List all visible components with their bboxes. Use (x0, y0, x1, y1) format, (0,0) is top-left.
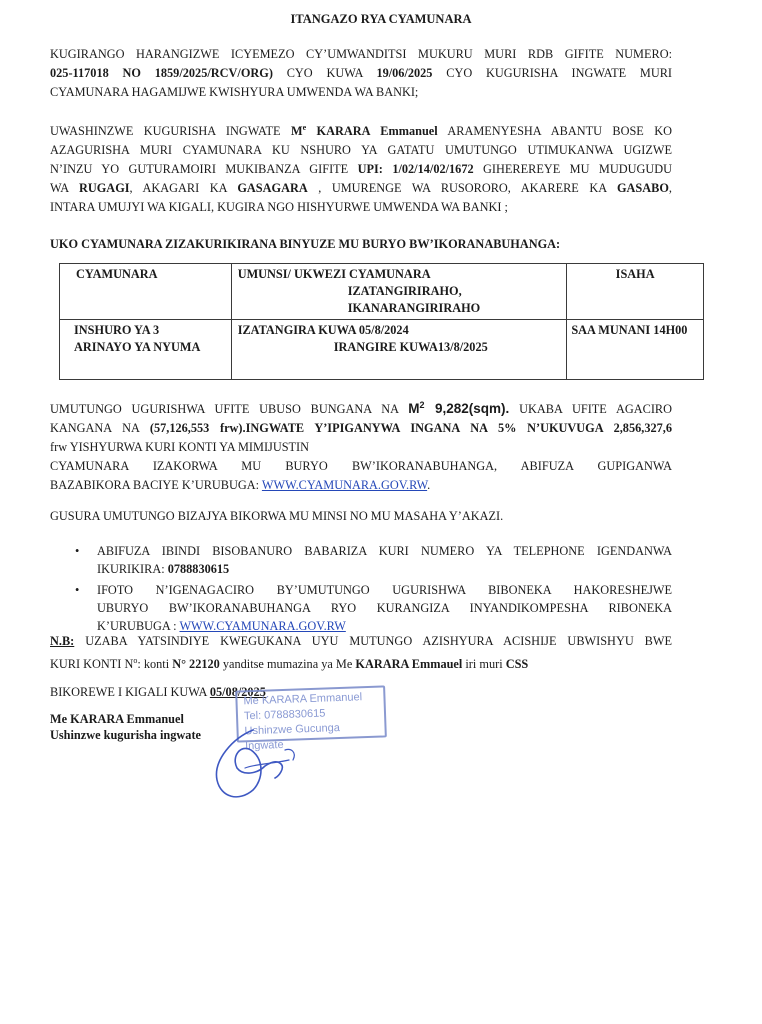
official-stamp: Me KARARA Emmanuel Tel: 0788830615 Ushinzwe Gucunga Ingwate (235, 685, 387, 742)
document-title: ITANGAZO RYA CYAMUNARA (290, 12, 472, 26)
signatory-block (50, 711, 201, 743)
agent-title: Me KARARA Emmanuel (290, 123, 438, 139)
value-line-2: KANGANA NA (57,126,553 frw).INGWATE Y’IPIGANYWA INGANA NA 5% N’UKUVUGA 2,856,327,6 (50, 421, 672, 436)
desc-line-5: INTARA UMUJYI WA KIGALI, KUGIRA NGO HISHYURWE UMWENDA WA BANKI ; (50, 200, 508, 215)
signing-date: 05/08/2025 (209, 685, 266, 699)
desc-line-4: WA RUGAGI, AKAGARI KA GASAGARA , UMURENGE WA RUSORORO, AKARERE KA GASABO, (50, 181, 672, 196)
intro-line-2: 025-117018 NO 1859/2025/RCV/ORG) CYO KUWA 19/06/2025 CYO KUGURISHA INGWATE MURI (50, 66, 673, 80)
contact-phone: 0788830615 (167, 562, 230, 576)
table-header-row (60, 264, 704, 320)
decision-reference: 025-117018 NO 1859/2025/RCV/ORG) (50, 66, 273, 80)
district-name: GASABO (616, 181, 669, 196)
value-line-1: UMUTUNGO UGURISHWA UFITE UBUSO BUNGANA NA $M^2$ 9,282(sqm). UKABA UFITE AGACIRO (50, 400, 672, 417)
upi-number: UPI: 1/02/14/02/1672 (357, 162, 474, 177)
property-value: (57,126,553 frw).INGWATE Y’IPIGANYWA INGANA NA 5% N’UKUVUGA 2,856,327,6 (149, 421, 672, 436)
header-auction: CYAMUNARA (60, 264, 232, 320)
intro-paragraph (50, 45, 672, 102)
header-date: UMUNSI/ UKWEZI CYAMUNARA IZATANGIRIRAHO, IKANARANGIRIRAHO (231, 264, 567, 320)
list-item: • ABIFUZA IBINDI BISOBANURO BABARIZA KURI NUMERO YA TELEPHONE IGENDANWA IKURIKIRA: 0788830615 (75, 544, 672, 576)
village-name: RUGAGI (78, 181, 130, 196)
handwritten-signature (205, 720, 315, 810)
place-and-date: BIKOREWE I KIGALI KUWA 05/08/2025 (50, 685, 266, 699)
visit-note: GUSURA UMUTUNGO BIZAJYA BIKORWA MU MINSI NO MU MASAHA Y’AKAZI. (50, 509, 504, 523)
decision-date: 19/06/2025 (376, 66, 433, 80)
value-line-4: CYAMUNARA IZAKORWA MU BURYO BW’IKORANABUHANGA, ABIFUZA GUPIGANWA (50, 459, 672, 474)
bullet-icon: • (75, 583, 80, 597)
value-line-3: frw YISHYURWA KURI KONTI YA MIMIJUSTIN (50, 440, 310, 455)
header-time: ISAHA (567, 264, 704, 320)
payment-note: N.B: UZABA YATSINDIYE KWEGUKANA UYU MUTUNGO AZISHYURA ACISHIJE UBWISHYU BWE KURI KONTI $N^o$: konti N° 22120 yanditse mumazina ya Me KARARA Emmauel iri muri CSS (50, 634, 672, 672)
auction-schedule-table (59, 263, 704, 380)
intro-line-3: CYAMUNARA HAGAMIJWE KWISHYURA UMWENDA WA BANKI; (50, 85, 419, 99)
signatory-role: Ushinzwe kugurisha ingwate (50, 728, 202, 742)
cell-auction-round: INSHURO YA 3 ARINAYO YA NYUMA (60, 320, 232, 380)
nb-label: N.B: (50, 634, 75, 648)
auction-website-link[interactable]: WWW.CYAMUNARA.GOV.RW (261, 478, 428, 493)
intro-line-1: KUGIRANGO HARANGIZWE ICYEMEZO CY’UMWANDITSI MUKURU MURI RDB GIFITE NUMERO: (50, 47, 672, 61)
area-unit: M (408, 401, 420, 417)
cell-name: GASAGARA (237, 181, 308, 196)
photo-website-link[interactable]: WWW.CYAMUNARA.GOV.RW (179, 619, 346, 633)
desc-line-2: AZAGURISHA MURI CYAMUNARA KU NSHURO YA GATATU UMUTUNGO UTIMUKANWA UGIZWE (50, 143, 672, 158)
account-number: N° 22120 (172, 657, 220, 672)
cell-auction-time: SAA MUNANI 14H00 (567, 320, 704, 380)
list-item: • IFOTO N’IGENAGACIRO BY’UMUTUNGO UGURISHWA BIBONEKA HAKORESHEJWE UBURYO BW’IKORANABUHANGA RYO KURANGIZA INYANDIKOMPESHA RIBONEKA K’URUBUGA : WWW.CYAMUNARA.GOV.RW (75, 583, 672, 633)
cell-auction-dates: IZATANGIRA KUWA 05/8/2024 IRANGIRE KUWA13/8/2025 (231, 320, 567, 380)
account-holder: KARARA Emmauel (355, 657, 463, 672)
info-bullet-list (75, 542, 672, 635)
value-line-5: BAZABIKORA BACIYE K’URUBUGA: WWW.CYAMUNARA.GOV.RW. (50, 478, 431, 493)
bullet-icon: • (75, 544, 80, 558)
property-area: 9,282(sqm). (424, 401, 510, 417)
desc-line-1: UWASHINZWE KUGURISHA INGWATE Me KARARA Emmanuel ARAMENYESHA ABANTU BOSE KO (50, 123, 672, 139)
auction-schedule-heading: UKO CYAMUNARA ZIZAKURIKIRANA BINYUZE MU BURYO BW’IKORANABUHANGA: (50, 237, 561, 251)
property-value-paragraph (50, 396, 672, 495)
auction-description-paragraph (50, 118, 672, 217)
signatory-name: Me KARARA Emmanuel (50, 712, 184, 726)
table-row (60, 320, 704, 380)
desc-line-3: N’INZU YO GUTURAMOIRI MUKIBANZA GIFITE UPI: 1/02/14/02/1672 GIHEREREYE MU MUDUGUDU (50, 162, 672, 177)
